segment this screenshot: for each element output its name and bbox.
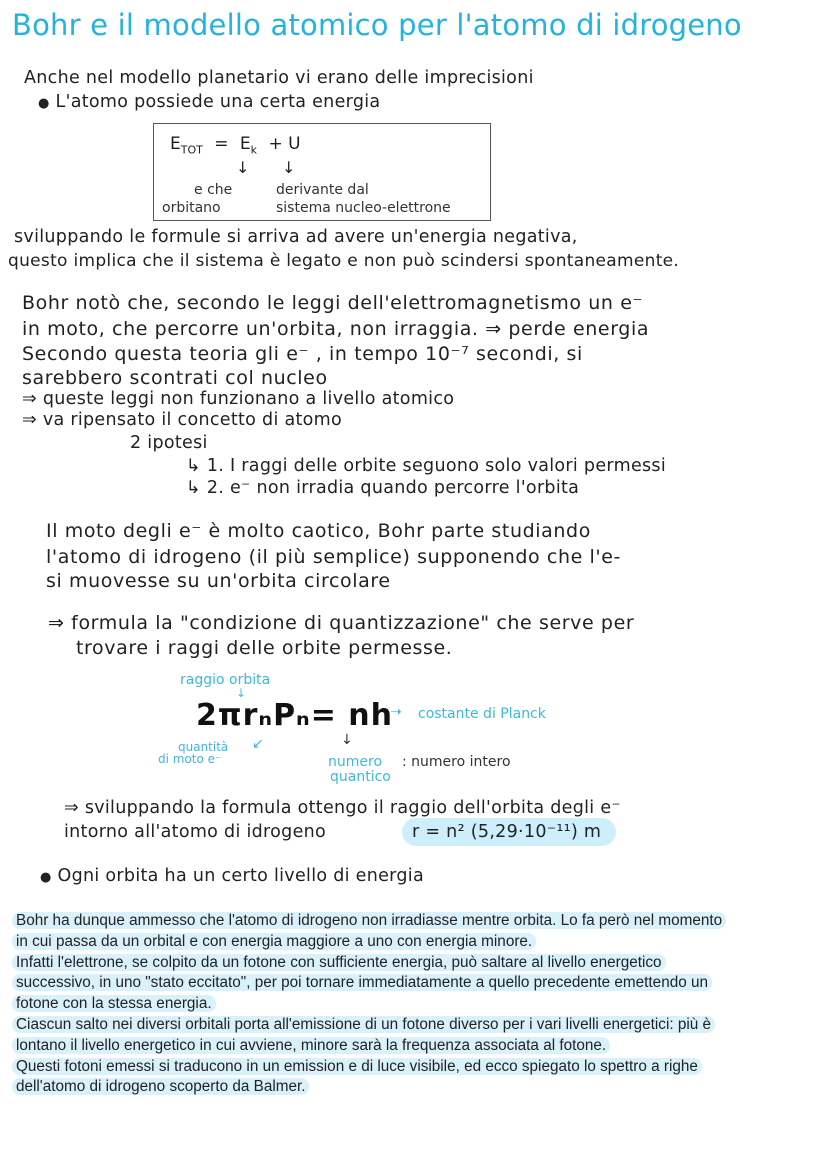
hypothesis-2: ↳ 2. e⁻ non irradia quando percorre l'orbita bbox=[186, 478, 580, 498]
paragraph-line: Ciascun salto nei diversi orbitali porta all'emissione di un fotone diverso per i vari livelli energetici: più è bbox=[16, 1015, 806, 1036]
label-planck-constant: costante di Planck bbox=[418, 706, 546, 722]
bullet-icon: ● bbox=[40, 870, 52, 885]
result-line-1: ⇒ sviluppando la formula ottengo il raggio dell'orbita degli e⁻ bbox=[64, 798, 621, 818]
arrow-down-icon: ↓ bbox=[341, 732, 353, 748]
energy-level-bullet: ● Ogni orbita ha un certo livello di energia bbox=[40, 866, 424, 886]
potential-note-2: sistema nucleo-elettrone bbox=[276, 200, 451, 216]
paragraph-line: successivo, in uno "stato eccitato", per poi tornare immediatamente a quello precedente emettendo un bbox=[16, 973, 806, 994]
quantization-line-1: ⇒ formula la "condizione di quantizzazione" che serve per bbox=[48, 612, 635, 634]
motion-line-2: l'atomo di idrogeno (il più semplice) supponendo che l'e- bbox=[46, 546, 621, 568]
arrow-down-icon: ↓ bbox=[236, 158, 250, 177]
intro-bullet: ● L'atomo possiede una certa energia bbox=[38, 92, 381, 112]
typed-paragraph bbox=[16, 911, 806, 1098]
bohr-note-line-4: sarebbero scontrati col nucleo bbox=[22, 367, 328, 389]
consequence-line-1: sviluppando le formule si arriva ad avere un'energia negativa, bbox=[14, 227, 578, 247]
page-title: Bohr e il modello atomico per l'atomo di idrogeno bbox=[12, 8, 742, 42]
hypothesis-1: ↳ 1. I raggi delle orbite seguono solo valori permessi bbox=[186, 456, 667, 476]
motion-line-1: Il moto degli e⁻ è molto caotico, Bohr parte studiando bbox=[46, 520, 591, 542]
quantization-equation: 2πrₙPₙ= nh bbox=[196, 698, 394, 733]
label-quantum-number-1: numero bbox=[328, 754, 383, 770]
label-momentum-2: di moto e⁻ bbox=[158, 752, 222, 766]
hypotheses-label: 2 ipotesi bbox=[130, 433, 208, 453]
label-orbit-radius: raggio orbita bbox=[180, 672, 271, 688]
intro-line: Anche nel modello planetario vi erano delle imprecisioni bbox=[24, 68, 534, 88]
bohr-note-line-2: in moto, che percorre un'orbita, non irraggia. ⇒ perde energia bbox=[22, 318, 650, 340]
potential-note-1: derivante dal bbox=[276, 182, 369, 198]
bohr-note-line-1: Bohr notò che, secondo le leggi dell'elettromagnetismo un e⁻ bbox=[22, 292, 644, 314]
bohr-note-line-5: ⇒ queste leggi non funzionano a livello atomico bbox=[22, 389, 455, 409]
paragraph-line: Bohr ha dunque ammesso che l'atomo di idrogeno non irradiasse mentre orbita. Lo fa però nel momento bbox=[16, 911, 806, 932]
paragraph-line: dell'atomo di idrogeno scoperto da Balmer. bbox=[16, 1077, 806, 1098]
arrow-down-icon: ↓ bbox=[282, 158, 296, 177]
label-integer: : numero intero bbox=[402, 754, 511, 770]
kinetic-note-2: orbitano bbox=[162, 200, 221, 216]
result-line-2: intorno all'atomo di idrogeno bbox=[64, 822, 327, 842]
bohr-note-line-6: ⇒ va ripensato il concetto di atomo bbox=[22, 410, 343, 430]
energy-equation: $E_{TOT} = E_k + U$ bbox=[170, 134, 301, 157]
quantization-line-2: trovare i raggi delle orbite permesse. bbox=[76, 637, 453, 659]
radius-formula: r = n² (5,29·10⁻¹¹) m bbox=[412, 822, 602, 842]
bohr-note-line-3: Secondo questa teoria gli e⁻ , in tempo 10⁻⁷ secondi, si bbox=[22, 343, 583, 365]
arrow-down-icon: ↓ bbox=[236, 686, 247, 700]
paragraph-line: fotone con la stessa energia. bbox=[16, 994, 806, 1015]
kinetic-note-1: e che bbox=[194, 182, 233, 198]
motion-line-3: si muovesse su un'orbita circolare bbox=[46, 570, 391, 592]
consequence-line-2: questo implica che il sistema è legato e non può scindersi spontaneamente. bbox=[8, 251, 680, 271]
arrow-icon: ↙ bbox=[252, 736, 264, 752]
bullet-icon: ● bbox=[38, 96, 50, 111]
label-momentum-1: quantità bbox=[178, 740, 229, 754]
paragraph-line: lontano il livello energetico in cui avviene, minore sarà la frequenza associata al fotone. bbox=[16, 1036, 806, 1057]
paragraph-line: in cui passa da un orbital e con energia maggiore a uno con energia minore. bbox=[16, 932, 806, 953]
label-quantum-number-2: quantico bbox=[330, 769, 391, 785]
paragraph-line: Infatti l'elettrone, se colpito da un fotone con sufficiente energia, può saltare al livello energetico bbox=[16, 953, 806, 974]
energy-formula-box bbox=[153, 123, 491, 221]
paragraph-line: Questi fotoni emessi si traducono in un emission e di luce visibile, ed ecco spiegato lo spettro a righe bbox=[16, 1057, 806, 1078]
arrow-right-icon: ➝ bbox=[390, 704, 402, 720]
